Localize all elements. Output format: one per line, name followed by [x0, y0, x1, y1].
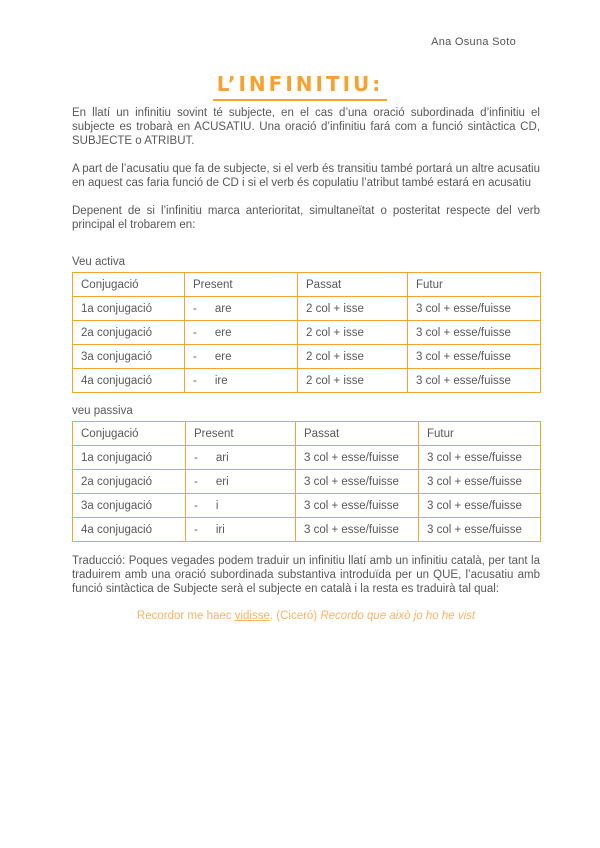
conjugation-cell: 2a conjugació — [73, 470, 186, 494]
passive-voice-label: veu passiva — [72, 405, 133, 417]
conjugation-cell: 4a conjugació — [73, 518, 186, 542]
dash: - — [193, 350, 197, 363]
present-cell — [186, 470, 296, 494]
futur-cell: 3 col + esse/fuisse — [419, 470, 541, 494]
table-row — [73, 470, 541, 494]
table-row — [73, 345, 541, 369]
present-suffix: iri — [215, 523, 225, 536]
cicero-attribution: . (Ciceró) — [269, 610, 321, 622]
futur-cell: 3 col + esse/fuisse — [408, 297, 541, 321]
passat-cell: 3 col + esse/fuisse — [296, 494, 419, 518]
document-body — [72, 106, 540, 622]
header-passat: Passat — [298, 273, 408, 297]
present-suffix: ari — [215, 451, 229, 464]
author-name: Ana Osuna Soto — [431, 36, 516, 48]
dash: - — [194, 499, 198, 512]
table-row — [73, 369, 541, 393]
header-passat: Passat — [296, 422, 419, 446]
passat-cell: 3 col + esse/fuisse — [296, 446, 419, 470]
dash: - — [194, 475, 198, 488]
title-wrap — [0, 72, 600, 101]
futur-cell: 3 col + esse/fuisse — [419, 446, 541, 470]
present-cell — [185, 297, 298, 321]
present-suffix: i — [215, 499, 219, 512]
latin-quote-start: Recordor me haec — [136, 610, 235, 622]
table-row — [73, 446, 541, 470]
dash: - — [193, 374, 197, 387]
table-row — [73, 321, 541, 345]
header-present: Present — [185, 273, 298, 297]
futur-cell: 3 col + esse/fuisse — [408, 369, 541, 393]
active-voice-label: Veu activa — [72, 256, 126, 268]
conjugation-cell: 3a conjugació — [73, 494, 186, 518]
table-row — [73, 518, 541, 542]
conjugation-cell: 1a conjugació — [73, 297, 185, 321]
table-row — [73, 494, 541, 518]
catalan-translation: Recordo que això jo ho he vist — [320, 610, 476, 622]
conjugation-cell: 4a conjugació — [73, 369, 185, 393]
header-futur: Futur — [408, 273, 541, 297]
example-sentence — [72, 610, 540, 622]
latin-quote-underlined-word: vidisse — [234, 610, 270, 622]
present-cell — [186, 518, 296, 542]
present-suffix: ere — [214, 326, 232, 339]
header-futur: Futur — [419, 422, 541, 446]
passat-cell: 2 col + isse — [298, 345, 408, 369]
present-cell — [185, 321, 298, 345]
present-cell — [186, 446, 296, 470]
passat-cell: 3 col + esse/fuisse — [296, 470, 419, 494]
active-voice-table — [72, 272, 541, 393]
conjugation-cell: 2a conjugació — [73, 321, 185, 345]
intro-paragraph-3: Depenent de si l’infinitiu marca anterioritat, simultaneïtat o posteritat respecte del verb principal el trobarem en: — [72, 205, 540, 231]
passat-cell: 2 col + isse — [298, 297, 408, 321]
passat-cell: 2 col + isse — [298, 321, 408, 345]
dash: - — [193, 326, 197, 339]
futur-cell: 3 col + esse/fuisse — [408, 345, 541, 369]
passive-voice-table — [72, 421, 541, 542]
futur-cell: 3 col + esse/fuisse — [419, 494, 541, 518]
page-title: L’INFINITIU: — [213, 72, 388, 101]
table-header-row — [73, 422, 541, 446]
present-cell — [185, 369, 298, 393]
header-conjugacio: Conjugació — [73, 422, 186, 446]
present-suffix: are — [214, 302, 232, 315]
present-cell — [186, 494, 296, 518]
translation-paragraph: Traducció: Poques vegades podem traduir un infinitiu llatí amb un infinitiu català, per tant la traduirem amb una oració subordinada substantiva introduïda per un QUE, l’acusatiu amb funció sintàctica de Subjecte serà el subjecte en català i la resta es traduirà tal qual: — [72, 555, 540, 595]
dash: - — [193, 302, 197, 315]
header-present: Present — [186, 422, 296, 446]
futur-cell: 3 col + esse/fuisse — [408, 321, 541, 345]
present-suffix: ere — [214, 350, 232, 363]
table-row — [73, 297, 541, 321]
dash: - — [194, 451, 198, 464]
passat-cell: 2 col + isse — [298, 369, 408, 393]
conjugation-cell: 1a conjugació — [73, 446, 186, 470]
present-cell — [185, 345, 298, 369]
futur-cell: 3 col + esse/fuisse — [419, 518, 541, 542]
dash: - — [194, 523, 198, 536]
table-header-row — [73, 273, 541, 297]
conjugation-cell: 3a conjugació — [73, 345, 185, 369]
intro-paragraph-1: En llatí un infinitiu sovint té subjecte, en el cas d’una oració subordinada d’infinitiu el subjecte es trobarà en ACUSATIU. Una oració d’infinitiu fará com a funció sintàctica CD, SUBJECTE o ATRIBUT. — [72, 107, 540, 147]
present-suffix: ire — [214, 374, 228, 387]
intro-paragraph-2: A part de l’acusatiu que fa de subjecte, si el verb és transitiu també portará un altre acusatiu en aquest cas faria funció de CD i si el verb és copulatiu l’atribut també estará en acusatiu — [72, 163, 540, 189]
header-conjugacio: Conjugació — [73, 273, 185, 297]
present-suffix: eri — [215, 475, 229, 488]
passat-cell: 3 col + esse/fuisse — [296, 518, 419, 542]
